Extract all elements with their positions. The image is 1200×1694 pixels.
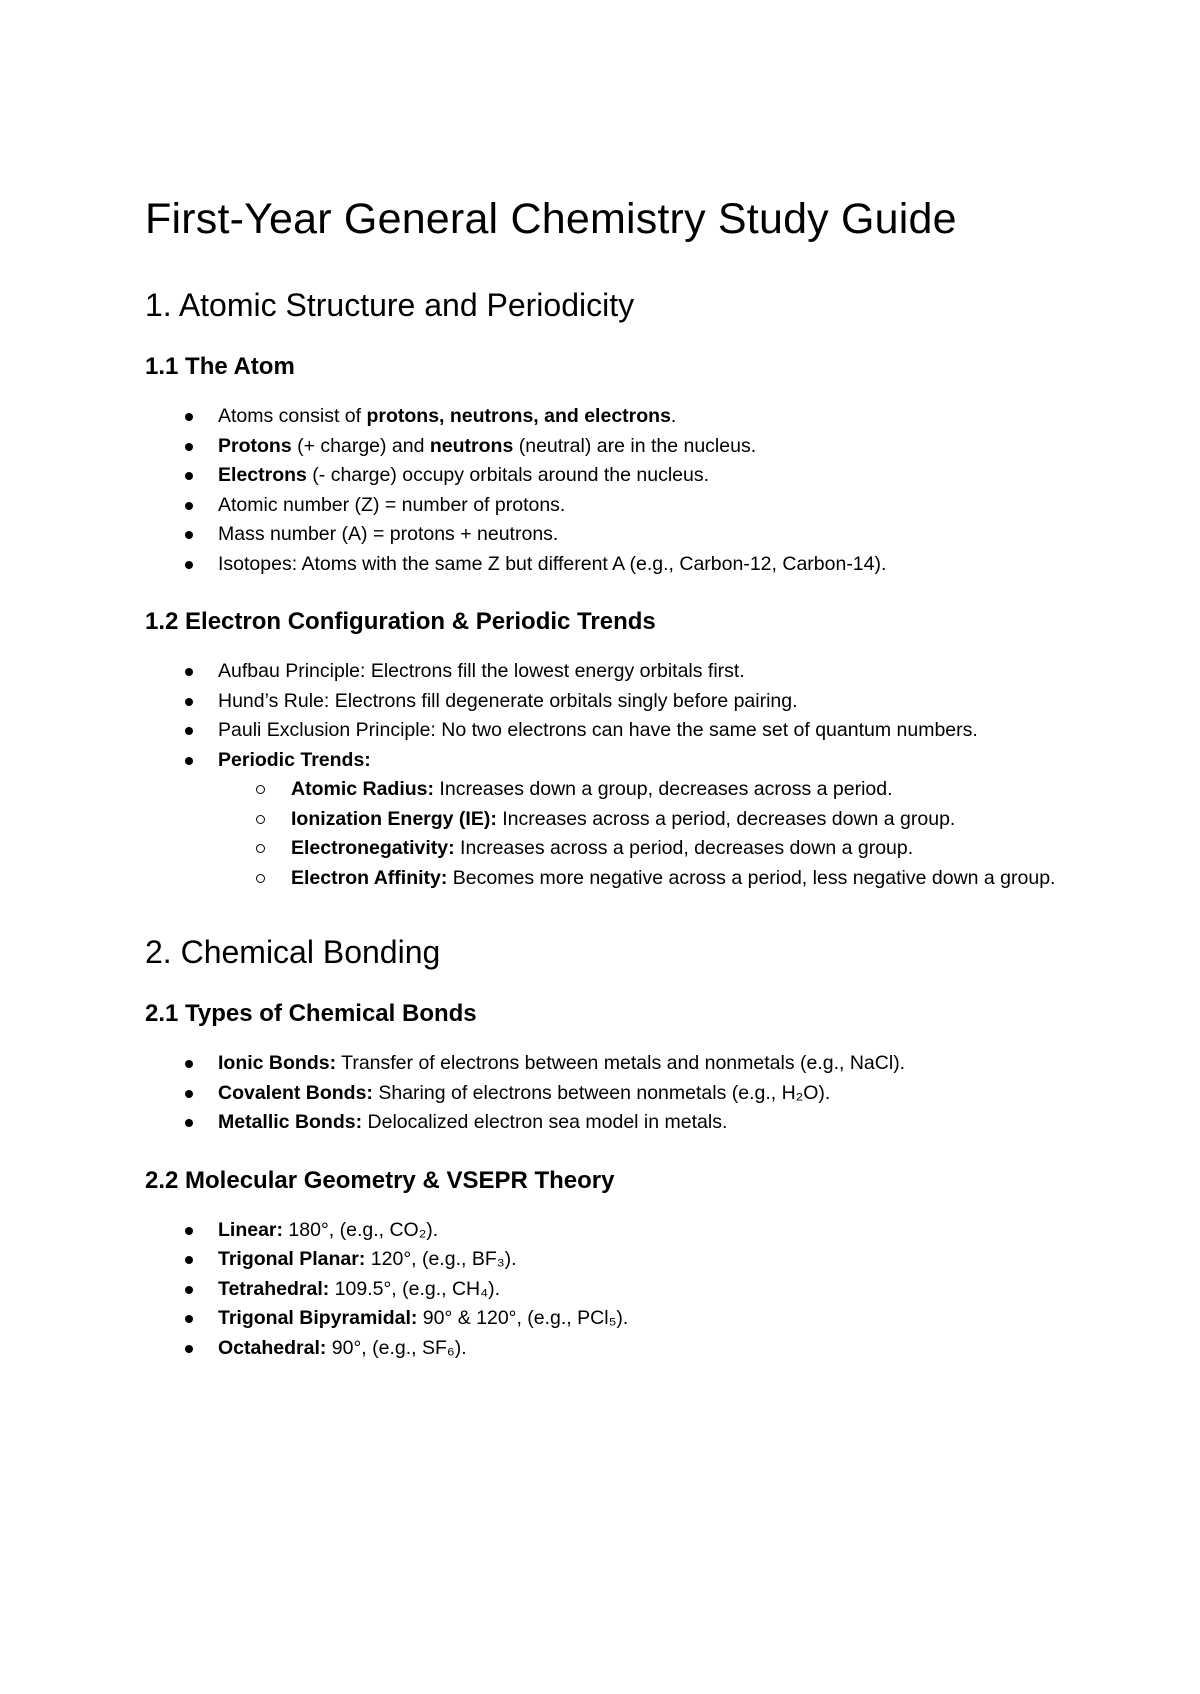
list-item: Metallic Bonds: Delocalized electron sea model in metals. — [145, 1108, 1065, 1138]
list-item: Atoms consist of protons, neutrons, and electrons. — [145, 402, 1065, 432]
bullet-list-the-atom — [145, 402, 1065, 579]
list-item: Octahedral: 90°, (e.g., SF₆). — [145, 1334, 1065, 1364]
list-item: Periodic Trends: Atomic Radius: Increases down a group, decreases across a period. Ionization Energy (IE): Increases across a period, decreases down a group. Electronegativity: Increases across a period, decreases down a group. Electron Affinity: Becomes more negative across a period, less negative down a group. — [145, 746, 1065, 894]
section-heading-chemical-bonding: 2. Chemical Bonding — [145, 934, 441, 970]
list-item: Electrons (- charge) occupy orbitals around the nucleus. — [145, 461, 1065, 491]
list-item: Trigonal Bipyramidal: 90° & 120°, (e.g., PCl₅). — [145, 1304, 1065, 1334]
list-item: Covalent Bonds: Sharing of electrons between nonmetals (e.g., H₂O). — [145, 1079, 1065, 1109]
document-title: First-Year General Chemistry Study Guide — [145, 195, 957, 243]
subsection-heading-types-of-bonds: 2.1 Types of Chemical Bonds — [145, 1000, 477, 1027]
list-item: Protons (+ charge) and neutrons (neutral) are in the nucleus. — [145, 432, 1065, 462]
subsection-heading-the-atom: 1.1 The Atom — [145, 353, 295, 380]
document-page — [145, 190, 1065, 1391]
sub-list-item: Atomic Radius: Increases down a group, decreases across a period. — [218, 775, 1065, 805]
sub-list-item: Ionization Energy (IE): Increases across a period, decreases down a group. — [218, 805, 1065, 835]
list-item: Trigonal Planar: 120°, (e.g., BF₃). — [145, 1245, 1065, 1275]
list-item: Aufbau Principle: Electrons fill the lowest energy orbitals first. — [145, 657, 1065, 687]
section-heading-atomic-structure: 1. Atomic Structure and Periodicity — [145, 287, 635, 323]
list-item: Pauli Exclusion Principle: No two electrons can have the same set of quantum numbers. — [145, 716, 1065, 746]
sub-list-item: Electron Affinity: Becomes more negative across a period, less negative down a group. — [218, 864, 1065, 894]
section-spacer — [145, 921, 1065, 933]
list-item: Hund’s Rule: Electrons fill degenerate orbitals singly before pairing. — [145, 687, 1065, 717]
list-item: Mass number (A) = protons + neutrons. — [145, 520, 1065, 550]
list-item: Tetrahedral: 109.5°, (e.g., CH₄). — [145, 1275, 1065, 1305]
bullet-list-electron-configuration — [145, 657, 1065, 893]
subsection-heading-molecular-geometry: 2.2 Molecular Geometry & VSEPR Theory — [145, 1166, 615, 1194]
list-item: Atomic number (Z) = number of protons. — [145, 491, 1065, 521]
list-item: Isotopes: Atoms with the same Z but different A (e.g., Carbon-12, Carbon-14). — [145, 550, 1065, 580]
list-item: Linear: 180°, (e.g., CO₂). — [145, 1216, 1065, 1246]
bullet-list-types-of-bonds — [145, 1049, 1065, 1138]
sub-bullet-list-periodic-trends — [218, 775, 1065, 893]
subsection-heading-electron-configuration: 1.2 Electron Configuration & Periodic Trends — [145, 608, 656, 635]
list-item: Ionic Bonds: Transfer of electrons between metals and nonmetals (e.g., NaCl). — [145, 1049, 1065, 1079]
bullet-list-molecular-geometry — [145, 1216, 1065, 1364]
sub-list-item: Electronegativity: Increases across a period, decreases down a group. — [218, 834, 1065, 864]
